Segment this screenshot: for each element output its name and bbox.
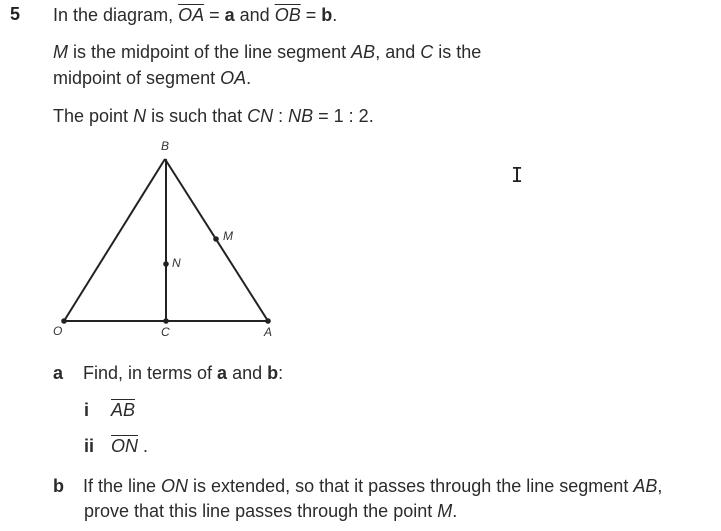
part-a-prompt: a Find, in terms of a and b: <box>53 363 284 383</box>
label-m: M <box>223 229 233 243</box>
label-n: N <box>172 256 181 270</box>
vector-ab: $\overline{AB}$ <box>111 400 136 420</box>
text-cursor-icon: I <box>511 163 524 187</box>
vector-on: $\overline{ON}$ <box>111 436 138 456</box>
label-c: C <box>161 325 170 339</box>
point-c <box>163 318 169 324</box>
part-a-ii: ii $\overline{ON}$ . <box>84 436 149 456</box>
point-o <box>61 318 67 324</box>
vector-ob: $\overline{OB}$ <box>274 5 301 25</box>
label-o: O <box>53 324 63 338</box>
question-line-midpoint-2: midpoint of segment OA. <box>53 68 252 88</box>
point-m <box>213 236 219 242</box>
question-line-midpoint: M is the midpoint of the line segment AB, and C is the <box>53 42 482 62</box>
point-a <box>265 318 271 324</box>
label-a: A <box>264 325 273 339</box>
part-b-line-2: prove that this line passes through the point M. <box>84 501 458 521</box>
question-intro: In the diagram, $\overline{OA} = a$ and $\overline{OB} = b$. <box>53 5 338 25</box>
question-number: 5 <box>10 4 21 24</box>
question-line-ratio: The point N is such that CN : NB = 1 : 2. <box>53 106 374 126</box>
point-n <box>163 261 169 267</box>
vector-oa: $\overline{OA}$ <box>178 5 205 25</box>
side-ob <box>64 159 165 321</box>
part-a-i: i $\overline{AB}$ <box>84 400 136 420</box>
part-b-line-1: b If the line ON is extended, so that it passes through the line segment AB, <box>53 476 663 496</box>
label-b: B <box>161 139 170 153</box>
